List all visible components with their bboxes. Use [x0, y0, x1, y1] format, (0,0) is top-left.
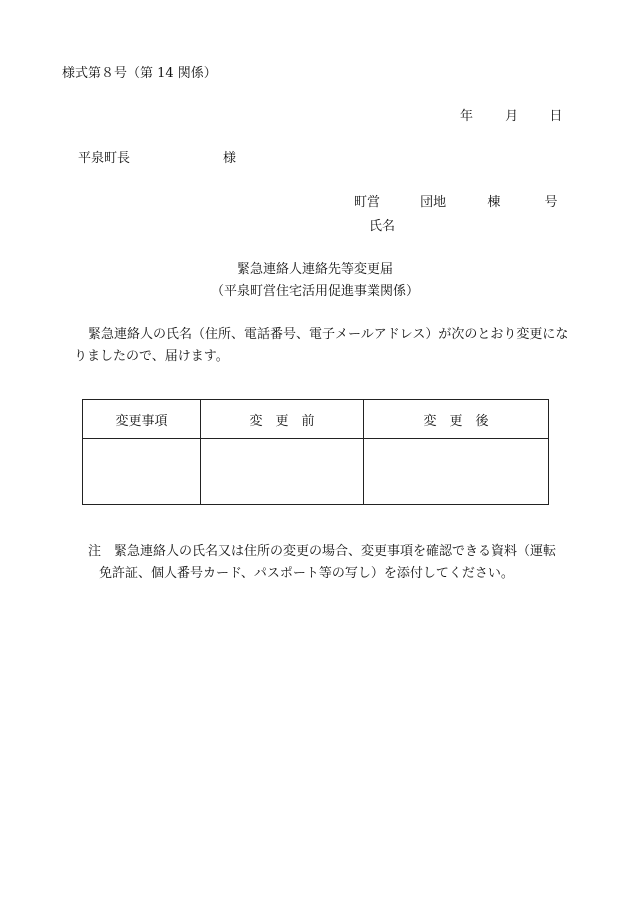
date-month-label: 月	[505, 109, 519, 124]
cell-after-change[interactable]	[364, 439, 549, 505]
complex-label: 団地	[420, 195, 447, 210]
date-day-label: 日	[549, 109, 563, 124]
header-after-change: 変 更 後	[364, 400, 549, 439]
body-text: 緊急連絡人の氏名（住所、電話番号、電子メールアドレス）が次のとおり変更になりましたので、届けます。	[74, 327, 569, 364]
addressee	[78, 151, 236, 167]
addressee-name: 平泉町長	[78, 151, 131, 166]
header-change-item: 変更事項	[83, 400, 201, 439]
table-row	[83, 439, 549, 505]
note	[88, 541, 578, 585]
building-label: 棟	[487, 195, 501, 210]
document-subtitle: （平泉町営住宅活用促進事業関係）	[210, 284, 419, 299]
table-header-row	[83, 400, 549, 439]
note-line-2: 免許証、個人番号カード、パスポート等の写し）を添付してください。	[99, 566, 514, 581]
date-line	[460, 109, 562, 125]
form-number: 様式第８号（第 14 関係）	[62, 66, 217, 81]
cell-before-change[interactable]	[201, 439, 364, 505]
unit-label: 号	[544, 195, 558, 210]
header-before-change: 変 更 前	[201, 400, 364, 439]
note-mark: 注	[88, 544, 102, 559]
cell-change-item[interactable]	[83, 439, 201, 505]
date-year-label: 年	[460, 109, 474, 124]
applicant-address	[354, 195, 557, 211]
change-table	[82, 399, 549, 505]
town-housing-label: 町営	[354, 195, 381, 210]
note-line-1: 緊急連絡人の氏名又は住所の変更の場合、変更事項を確認できる資料（運転	[114, 544, 557, 559]
document-title: 緊急連絡人連絡先等変更届	[236, 262, 393, 277]
applicant-name-label: 氏名	[369, 219, 396, 234]
addressee-honorific: 様	[223, 151, 237, 166]
